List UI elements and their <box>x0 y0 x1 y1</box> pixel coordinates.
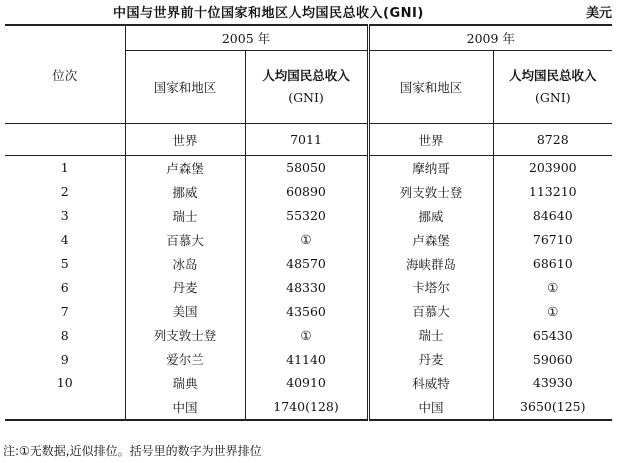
country-2005-cell: 百慕大 <box>125 228 245 252</box>
country-2009-cell: 瑞士 <box>368 323 493 347</box>
gni-header-2005-line2: (GNI) <box>288 90 324 105</box>
gni-2005-cell: ① <box>245 228 368 252</box>
table-title: 中国与世界前十位国家和地区人均国民总收入(GNI) <box>113 6 424 21</box>
rank-cell: 3 <box>60 208 69 224</box>
rank-cell: 9 <box>60 351 69 367</box>
table-row <box>5 252 612 276</box>
table-row <box>5 347 612 371</box>
table-row <box>5 323 612 347</box>
world-row <box>5 124 612 156</box>
china-country-2009: 中国 <box>368 395 493 420</box>
gni-2005-cell: 48330 <box>245 275 368 299</box>
world-gni-2005: 7011 <box>245 124 368 156</box>
country-2005-cell: 瑞士 <box>125 204 245 228</box>
gni-2009-cell: 43930 <box>493 371 612 395</box>
country-header-2009: 国家和地区 <box>368 51 493 124</box>
gni-2009-cell: 84640 <box>493 204 612 228</box>
country-2005-cell: 冰岛 <box>125 252 245 276</box>
gni-2005-cell: 48570 <box>245 252 368 276</box>
table-row <box>5 204 612 228</box>
gni-2005-cell: ① <box>245 323 368 347</box>
rank-cell: 8 <box>60 327 69 343</box>
table-row <box>5 228 612 252</box>
gni-header-2009-line1: 人均国民总收入 <box>509 68 597 83</box>
year-2005-header: 2005 年 <box>125 25 368 51</box>
gni-2009-cell: 203900 <box>493 156 612 180</box>
country-2005-cell: 卢森堡 <box>125 156 245 180</box>
table-title-bar <box>0 2 620 22</box>
world-country-2009: 世界 <box>368 124 493 156</box>
gni-2005-cell: 43560 <box>245 299 368 323</box>
gni-2005-cell: 58050 <box>245 156 368 180</box>
gni-header-2009 <box>493 51 612 124</box>
country-2009-cell: 列支敦士登 <box>368 180 493 204</box>
china-country-2005: 中国 <box>125 395 245 420</box>
gni-2009-cell: ① <box>493 275 612 299</box>
gni-2009-cell: 68610 <box>493 252 612 276</box>
country-2005-cell: 丹麦 <box>125 275 245 299</box>
table-row <box>5 180 612 204</box>
gni-header-2009-line2: (GNI) <box>534 90 571 105</box>
gni-header-2005-line1: 人均国民总收入 <box>262 68 350 83</box>
gni-table <box>5 24 612 421</box>
rank-cell: 6 <box>60 279 69 295</box>
gni-2009-cell: 113210 <box>493 180 612 204</box>
country-2009-cell: 挪威 <box>368 204 493 228</box>
gni-2005-cell: 40910 <box>245 371 368 395</box>
gni-2009-cell: 65430 <box>493 323 612 347</box>
china-row <box>5 395 612 420</box>
table-row <box>5 371 612 395</box>
country-2009-cell: 海峡群岛 <box>368 252 493 276</box>
rank-cell: 5 <box>60 256 69 271</box>
gni-2005-cell: 41140 <box>245 347 368 371</box>
china-gni-2009: 3650(125) <box>493 395 612 420</box>
unit-label: 美元 <box>585 6 612 21</box>
footnote: 注:①无数据,近似排位。括号里的数字为世界排位 <box>3 444 262 458</box>
country-2005-cell: 美国 <box>125 299 245 323</box>
country-2005-cell: 瑞典 <box>125 371 245 395</box>
ranking-rows <box>5 156 612 395</box>
china-gni-2005: 1740(128) <box>245 395 368 420</box>
country-2005-cell: 挪威 <box>125 180 245 204</box>
rank-cell: 4 <box>60 232 69 248</box>
country-2009-cell: 摩纳哥 <box>368 156 493 180</box>
world-gni-2009: 8728 <box>493 124 612 156</box>
rank-cell: 2 <box>60 184 69 200</box>
country-2009-cell: 卡塔尔 <box>368 275 493 299</box>
world-rank-cell <box>5 124 125 156</box>
gni-2009-cell: 59060 <box>493 347 612 371</box>
country-2009-cell: 卢森堡 <box>368 228 493 252</box>
world-country-2005: 世界 <box>125 124 245 156</box>
country-2005-cell: 列支敦士登 <box>125 323 245 347</box>
rank-cell: 10 <box>56 375 73 391</box>
gni-header-2005 <box>245 51 368 124</box>
year-2009-header: 2009 年 <box>368 25 612 51</box>
country-2005-cell: 爱尔兰 <box>125 347 245 371</box>
gni-2005-cell: 60890 <box>245 180 368 204</box>
rank-header: 位次 <box>52 67 78 83</box>
china-rank <box>5 395 125 420</box>
header-year-row <box>5 25 612 51</box>
country-header-2005: 国家和地区 <box>125 51 245 124</box>
rank-cell: 7 <box>60 303 69 319</box>
gni-2009-cell: ① <box>493 299 612 323</box>
gni-2009-cell: 76710 <box>493 228 612 252</box>
table-row <box>5 275 612 299</box>
table-row <box>5 299 612 323</box>
country-2009-cell: 丹麦 <box>368 347 493 371</box>
country-2009-cell: 百慕大 <box>368 299 493 323</box>
country-2009-cell: 科威特 <box>368 371 493 395</box>
table-row <box>5 156 612 180</box>
rank-cell: 1 <box>60 160 69 176</box>
gni-2005-cell: 55320 <box>245 204 368 228</box>
